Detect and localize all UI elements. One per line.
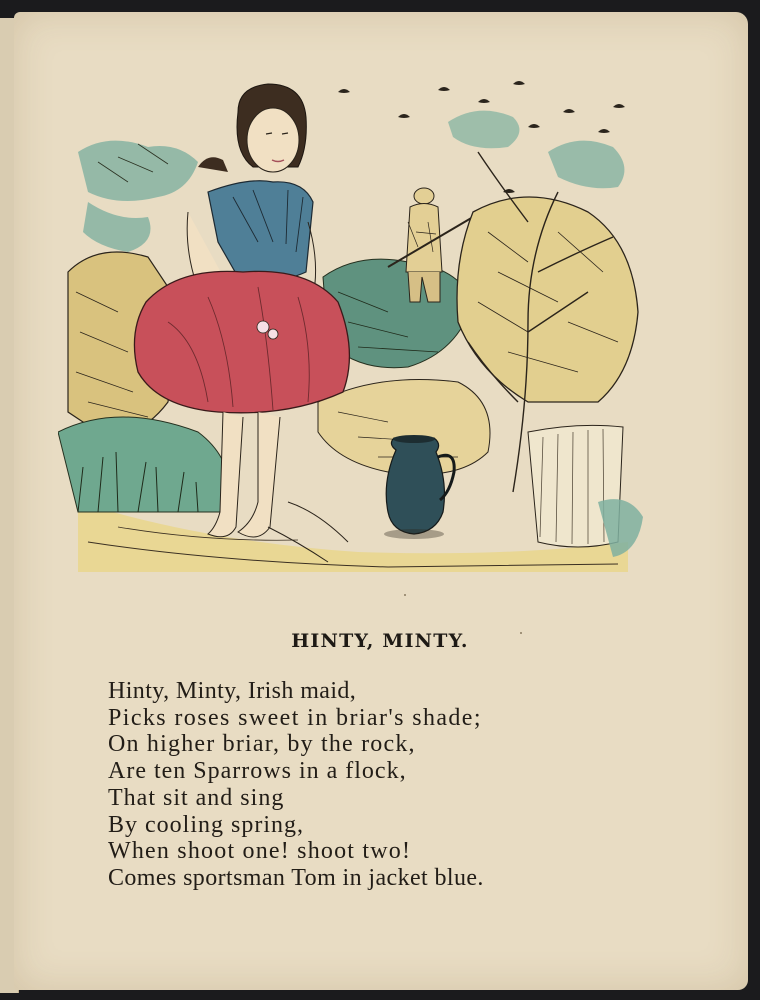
left-shrub — [78, 141, 198, 201]
poem-line: That sit and sing — [108, 784, 285, 811]
poem-line: Picks roses sweet in briar's shade; — [108, 704, 482, 731]
right-rock — [457, 197, 638, 402]
poem-line: By cooling spring, — [108, 811, 304, 838]
poem-line: Comes sportsman Tom in jacket blue. — [108, 864, 484, 891]
poem-line: Are ten Sparrows in a flock, — [108, 758, 407, 785]
paper-speck — [404, 594, 406, 596]
poem-line: When shoot one! shoot two! — [108, 838, 412, 865]
poem-title: HINTY, MINTY. — [291, 630, 469, 652]
poem-text — [108, 678, 668, 892]
poem-line: On higher briar, by the rock, — [108, 731, 416, 758]
left-grass — [58, 417, 230, 512]
poem-line: Hinty, Minty, Irish maid, — [108, 678, 357, 704]
hand-colored-engraving — [58, 72, 648, 577]
